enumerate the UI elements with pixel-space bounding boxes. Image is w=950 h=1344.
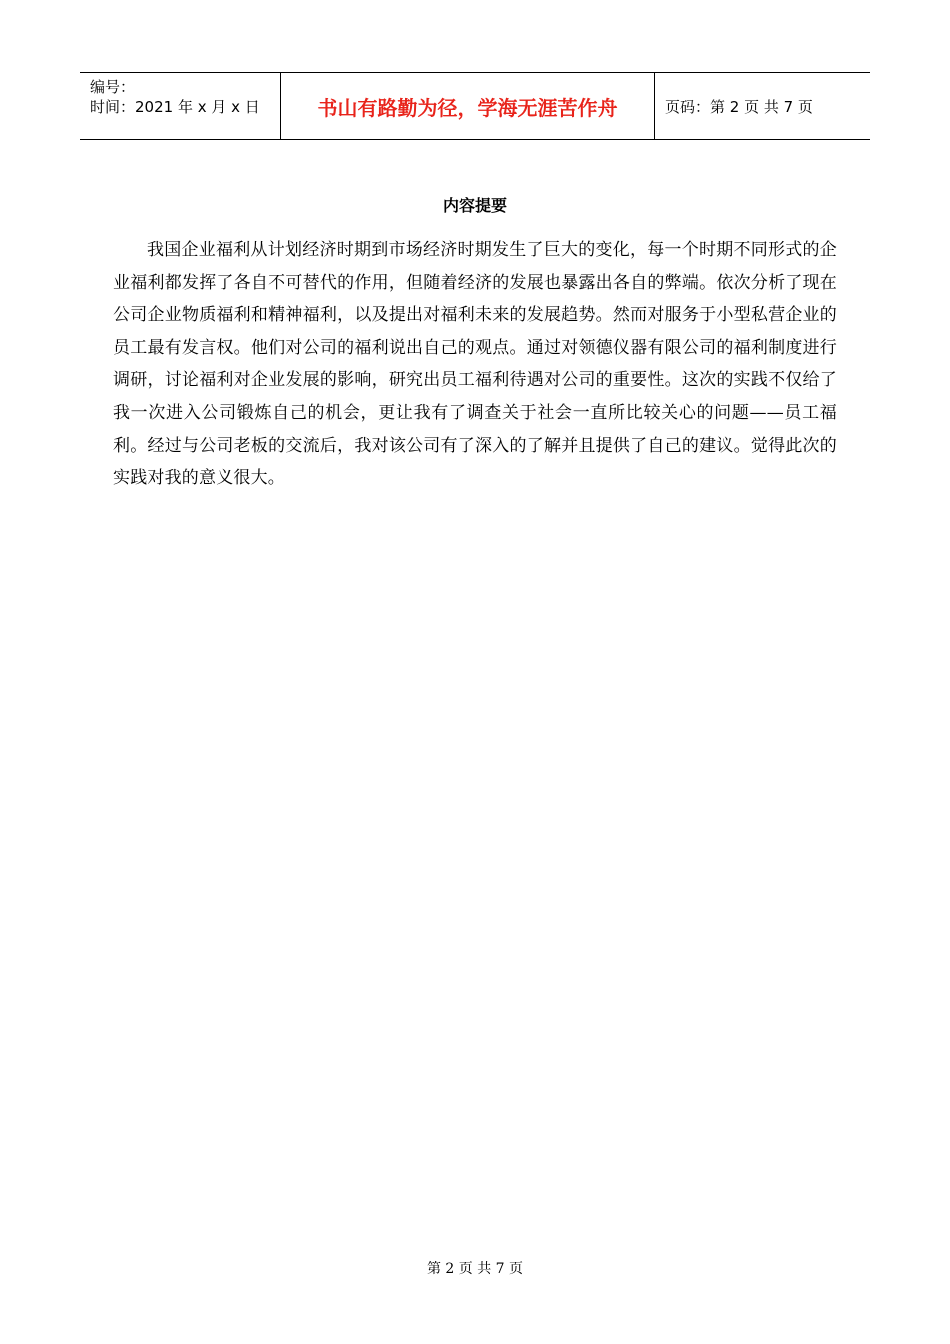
page-footer: 第 2 页 共 7 页 bbox=[426, 1261, 524, 1277]
page-label: 页码：第 2 页 共 7 页 bbox=[665, 97, 813, 116]
time-label: 时间：2021 年 x 月 x 日 bbox=[90, 98, 260, 116]
document-body bbox=[113, 196, 837, 495]
header-meta-cell bbox=[80, 73, 281, 139]
section-title: 内容提要 bbox=[442, 196, 507, 215]
abstract-paragraph: 我国企业福利从计划经济时期到市场经济时期发生了巨大的变化，每一个时期不同形式的企业福利都发挥了各自不可替代的作用，但随着经济的发展也暴露出各自的弊端。依次分析了现在公司企业物质福利和精神福利，以及提出对福利未来的发展趋势。然而对服务于小型私营企业的员工最有发言权。他们对公司的福利说出自己的观点。通过对领德仪器有限公司的福利制度进行调研，讨论福利对企业发展的影响，研究出员工福利待遇对公司的重要性。这次的实践不仅给了我一次进入公司锻炼自己的机会，更让我有了调查关于社会一直所比较关心的问题——员工福利。经过与公司老板的交流后，我对该公司有了深入的了解并且提供了自己的建议。觉得此次的实践对我的意义很大。 bbox=[113, 240, 837, 489]
serial-label: 编号： bbox=[90, 78, 136, 96]
document-header bbox=[80, 72, 870, 140]
motto: 书山有路勤为径，学海无涯苦作舟 bbox=[281, 73, 655, 139]
